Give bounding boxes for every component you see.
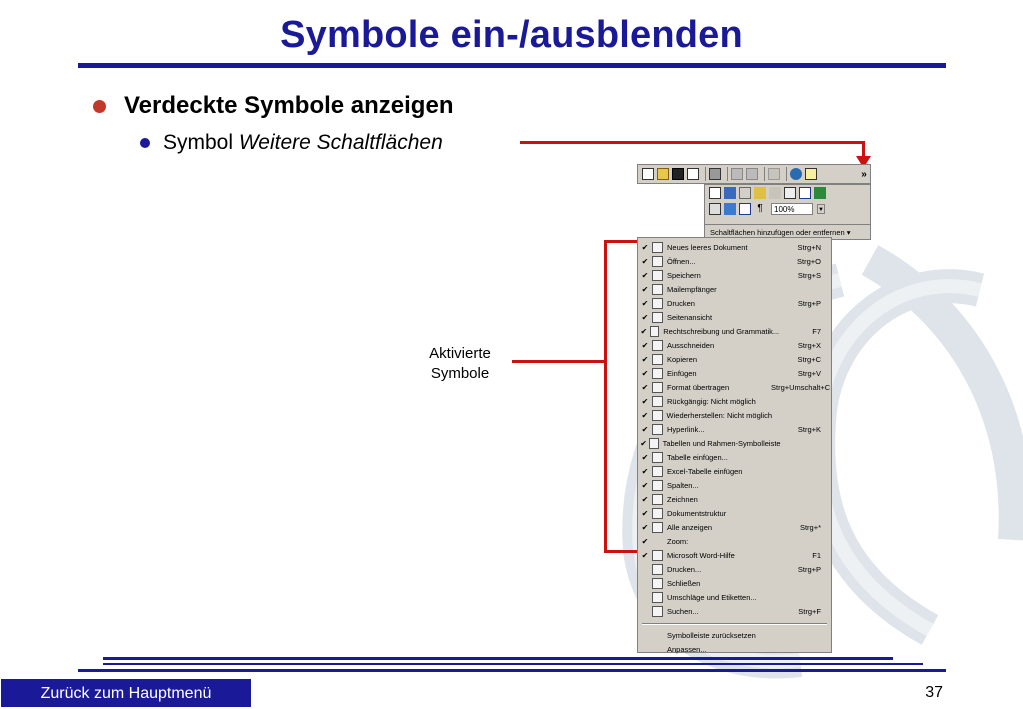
- menu-item[interactable]: [638, 628, 831, 642]
- menu-item[interactable]: [638, 534, 831, 548]
- copy-icon: [652, 354, 663, 365]
- menu-item[interactable]: [638, 562, 831, 576]
- pilcrow-icon: [652, 522, 663, 533]
- bracket-line: [604, 240, 607, 552]
- insert-table-icon: [652, 452, 663, 463]
- menu-item-label: Wiederherstellen: Nicht möglich: [666, 410, 772, 420]
- menu-item-shortcut: Strg+O: [797, 256, 821, 266]
- toolbar-separator: [786, 167, 787, 181]
- checkmark-icon: ✔: [641, 508, 649, 518]
- bullet-text: [163, 131, 443, 155]
- checkmark-icon: ✔: [641, 480, 649, 490]
- menu-item[interactable]: [638, 422, 831, 436]
- bracket-line: [604, 550, 637, 553]
- menu-item-label: Symbolleiste zurücksetzen: [667, 630, 756, 640]
- footer-rule: [103, 663, 923, 665]
- callout-label-line: Aktivierte: [429, 345, 491, 362]
- scissors-icon: [652, 340, 663, 351]
- menu-item-label: Dokumentstruktur: [667, 508, 727, 518]
- open-folder-icon: [652, 256, 663, 267]
- title-underline: [78, 63, 946, 68]
- bullet-text: Verdeckte Symbole anzeigen: [124, 92, 454, 119]
- menu-item-label: Rechtschreibung und Grammatik...: [663, 326, 780, 336]
- menu-item-shortcut: Strg+Umschalt+C: [771, 382, 831, 392]
- add-remove-buttons-menu: [637, 237, 832, 653]
- paste-icon[interactable]: [746, 168, 758, 180]
- menu-item-label: Einfügen: [667, 368, 697, 378]
- footer-rule: [103, 657, 893, 660]
- menu-item-label: Mailempfänger: [667, 284, 717, 294]
- page-number: 37: [925, 684, 943, 701]
- menu-item[interactable]: [638, 394, 831, 408]
- menu-item[interactable]: [638, 436, 831, 450]
- checkmark-icon: ✔: [641, 494, 649, 504]
- callout-line: [520, 141, 865, 144]
- checkmark-icon: ✔: [640, 438, 647, 448]
- menu-item-label: Format übertragen: [667, 382, 730, 392]
- help-icon[interactable]: [805, 168, 817, 180]
- spelling-icon: [650, 326, 660, 337]
- checkmark-icon: ✔: [641, 312, 649, 322]
- menu-item-shortcut: Strg+S: [797, 270, 821, 280]
- checkmark-icon: ✔: [641, 354, 649, 364]
- menu-item-label: Spalten...: [667, 480, 699, 490]
- menu-item[interactable]: [638, 338, 831, 352]
- toolbar-separator: [764, 167, 765, 181]
- more-buttons-panel: [704, 184, 871, 240]
- redo-icon[interactable]: [769, 187, 781, 199]
- menu-item-label: Suchen...: [667, 606, 699, 616]
- menu-item[interactable]: [638, 380, 831, 394]
- menu-item-shortcut: Strg+*: [799, 522, 821, 532]
- menu-item[interactable]: [638, 366, 831, 380]
- bracket-line: [512, 360, 606, 363]
- menu-item[interactable]: [638, 324, 831, 338]
- menu-item-shortcut: Strg+C: [797, 354, 821, 364]
- new-document-icon: [652, 242, 663, 253]
- bullet-text-emphasis: Weitere Schaltflächen: [238, 131, 443, 154]
- menu-item[interactable]: [638, 268, 831, 282]
- menu-item[interactable]: [638, 240, 831, 254]
- menu-item-label: Rückgängig: Nicht möglich: [667, 396, 756, 406]
- bullet-level-2: [140, 131, 443, 155]
- blank-icon: [652, 536, 663, 547]
- spelling-icon[interactable]: [724, 187, 736, 199]
- menu-item-label: Speichern: [667, 270, 701, 280]
- menu-item-shortcut: Strg+F: [798, 606, 821, 616]
- undo-icon: [652, 396, 663, 407]
- menu-item-label: Schließen: [667, 578, 701, 588]
- menu-item[interactable]: [638, 590, 831, 604]
- back-to-main-menu-link[interactable]: Zurück zum Hauptmenü: [0, 678, 252, 708]
- checkmark-icon: ✔: [641, 522, 649, 532]
- menu-item-label: Kopieren: [667, 354, 698, 364]
- mail-recipient-icon[interactable]: [687, 168, 699, 180]
- menu-item-label: Hyperlink...: [667, 424, 705, 434]
- menu-item[interactable]: [638, 478, 831, 492]
- excel-table-icon: [652, 466, 663, 477]
- checkmark-icon: ✔: [641, 270, 649, 280]
- panel-row: [705, 201, 870, 217]
- menu-item-label: Umschläge und Etiketten...: [667, 592, 757, 602]
- checkmark-icon: ✔: [641, 368, 649, 378]
- help-icon: [652, 550, 663, 561]
- toolbar-separator: [705, 167, 706, 181]
- menu-item-label: Excel-Tabelle einfügen: [667, 466, 743, 476]
- menu-item-shortcut: Strg+P: [797, 564, 821, 574]
- menu-item[interactable]: [638, 282, 831, 296]
- checkmark-icon: ✔: [640, 326, 648, 336]
- menu-item-shortcut: F7: [812, 326, 821, 336]
- print-preview-icon: [652, 312, 663, 323]
- undo-icon[interactable]: [768, 168, 780, 180]
- menu-item[interactable]: [638, 450, 831, 464]
- menu-item-label: Drucken: [667, 298, 695, 308]
- columns-icon[interactable]: [709, 203, 721, 215]
- bullet-dot-icon: [93, 100, 106, 113]
- menu-item-label: Zoom:: [667, 536, 689, 546]
- insert-table-icon[interactable]: [799, 187, 811, 199]
- menu-item[interactable]: [638, 492, 831, 506]
- scissors-icon[interactable]: [739, 187, 751, 199]
- checkmark-icon: ✔: [641, 396, 649, 406]
- bullet-text-prefix: Symbol: [163, 131, 239, 154]
- checkmark-icon: ✔: [641, 284, 649, 294]
- menu-item[interactable]: [638, 548, 831, 562]
- menu-item-label: Alle anzeigen: [667, 522, 713, 532]
- document-map-icon: [652, 508, 663, 519]
- drawing-icon: [652, 494, 663, 505]
- envelope-icon: [652, 592, 663, 603]
- menu-item-label: Ausschneiden: [667, 340, 715, 350]
- checkmark-icon: ✔: [641, 550, 649, 560]
- drawing-icon[interactable]: [724, 203, 736, 215]
- menu-item-shortcut: Strg+P: [797, 298, 821, 308]
- footer-rule: [78, 669, 946, 672]
- hyperlink-globe-icon: [652, 424, 663, 435]
- menu-item-label: Seitenansicht: [667, 312, 713, 322]
- mail-recipient-icon: [652, 284, 663, 295]
- menu-item[interactable]: [638, 310, 831, 324]
- menu-item-shortcut: Strg+X: [797, 340, 821, 350]
- more-buttons-chevron-icon[interactable]: »: [861, 168, 867, 180]
- document-map-icon[interactable]: [739, 203, 751, 215]
- menu-item[interactable]: [638, 520, 831, 534]
- format-painter-icon: [652, 382, 663, 393]
- menu-item[interactable]: [638, 408, 831, 422]
- zoom-input[interactable]: 100%: [771, 203, 813, 215]
- tables-borders-icon[interactable]: [784, 187, 796, 199]
- paste-icon: [652, 368, 663, 379]
- add-remove-buttons[interactable]: Schaltflächen hinzufügen oder entfernen ▾: [705, 224, 870, 237]
- copy-icon[interactable]: [731, 168, 743, 180]
- save-disk-icon[interactable]: [672, 168, 684, 180]
- menu-item-shortcut: Strg+V: [797, 368, 821, 378]
- print-preview-icon[interactable]: [709, 187, 721, 199]
- columns-icon: [652, 480, 663, 491]
- checkmark-icon: ✔: [641, 298, 649, 308]
- checkmark-icon: ✔: [641, 340, 649, 350]
- binoculars-icon: [652, 606, 663, 617]
- menu-item-label: Drucken...: [667, 564, 702, 574]
- checkmark-icon: ✔: [641, 536, 649, 546]
- checkmark-icon: ✔: [641, 382, 649, 392]
- menu-item-label: Neues leeres Dokument: [667, 242, 748, 252]
- checkmark-icon: ✔: [641, 410, 649, 420]
- save-disk-icon: [652, 270, 663, 281]
- menu-item[interactable]: [638, 352, 831, 366]
- menu-item[interactable]: [638, 604, 831, 618]
- menu-item-shortcut: Strg+K: [797, 424, 821, 434]
- redo-icon: [652, 410, 663, 421]
- menu-item[interactable]: [638, 296, 831, 310]
- toolbar-separator: [727, 167, 728, 181]
- printer-icon: [652, 564, 663, 575]
- callout-label-line: Symbole: [430, 365, 490, 382]
- checkmark-icon: ✔: [641, 424, 649, 434]
- page-title: Symbole ein-/ausblenden: [280, 14, 743, 56]
- chevron-down-icon[interactable]: ▼: [817, 204, 825, 214]
- menu-item-label: Tabellen und Rahmen-Symbolleiste: [662, 438, 781, 448]
- menu-item-label: Zeichnen: [667, 494, 698, 504]
- menu-item-label: Microsoft Word-Hilfe: [667, 550, 735, 560]
- standard-toolbar: [637, 164, 871, 184]
- menu-item-shortcut: Strg+N: [797, 242, 821, 252]
- menu-item[interactable]: [638, 506, 831, 520]
- checkmark-icon: ✔: [641, 452, 649, 462]
- checkmark-icon: ✔: [641, 466, 649, 476]
- printer-icon[interactable]: [709, 168, 721, 180]
- menu-item-label: Öffnen...: [667, 256, 696, 266]
- close-folder-icon: [652, 578, 663, 589]
- menu-item[interactable]: [638, 464, 831, 478]
- tables-borders-icon: [649, 438, 658, 449]
- menu-item-shortcut: F1: [812, 550, 821, 560]
- menu-item-label: Tabelle einfügen...: [667, 452, 728, 462]
- menu-item[interactable]: [638, 642, 831, 656]
- checkmark-icon: ✔: [641, 242, 649, 252]
- checkmark-icon: ✔: [641, 256, 649, 266]
- panel-row: [705, 185, 870, 201]
- excel-table-icon[interactable]: [814, 187, 826, 199]
- callout-label: [408, 344, 512, 384]
- format-painter-icon[interactable]: [754, 187, 766, 199]
- pilcrow-icon[interactable]: ¶: [757, 203, 763, 214]
- new-document-icon[interactable]: [642, 168, 654, 180]
- bullet-level-1: [93, 92, 453, 120]
- menu-separator: [642, 623, 827, 625]
- printer-icon: [652, 298, 663, 309]
- open-folder-icon[interactable]: [657, 168, 669, 180]
- menu-item-label: Anpassen...: [667, 644, 707, 654]
- bullet-dot-icon: [140, 138, 150, 148]
- bracket-line: [604, 240, 637, 243]
- hyperlink-globe-icon[interactable]: [790, 168, 802, 180]
- menu-item[interactable]: [638, 254, 831, 268]
- menu-item[interactable]: [638, 576, 831, 590]
